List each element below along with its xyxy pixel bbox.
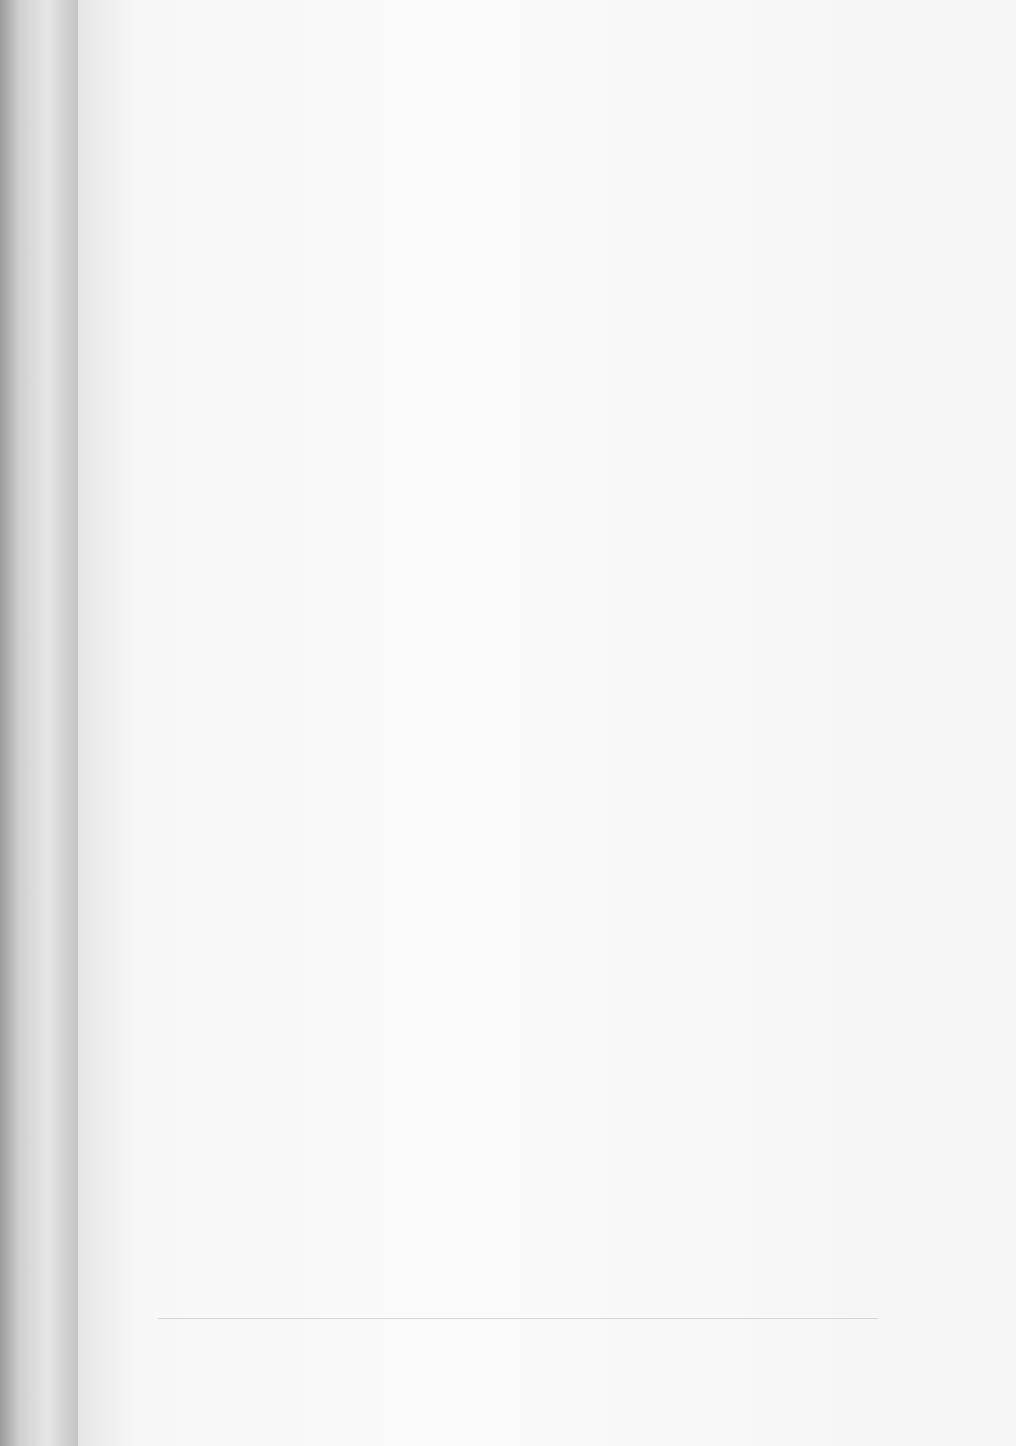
chapter-6 — [129, 188, 849, 202]
footer-rule — [158, 1318, 878, 1319]
toc-top-entries — [130, 160, 850, 174]
chapter-5 — [129, 188, 849, 202]
chapter-4 — [129, 188, 849, 202]
toc-page — [78, 0, 1016, 1446]
previous-page-numbers — [0, 0, 78, 1446]
previous-page-edge — [0, 0, 78, 1446]
table-of-contents — [129, 160, 849, 202]
